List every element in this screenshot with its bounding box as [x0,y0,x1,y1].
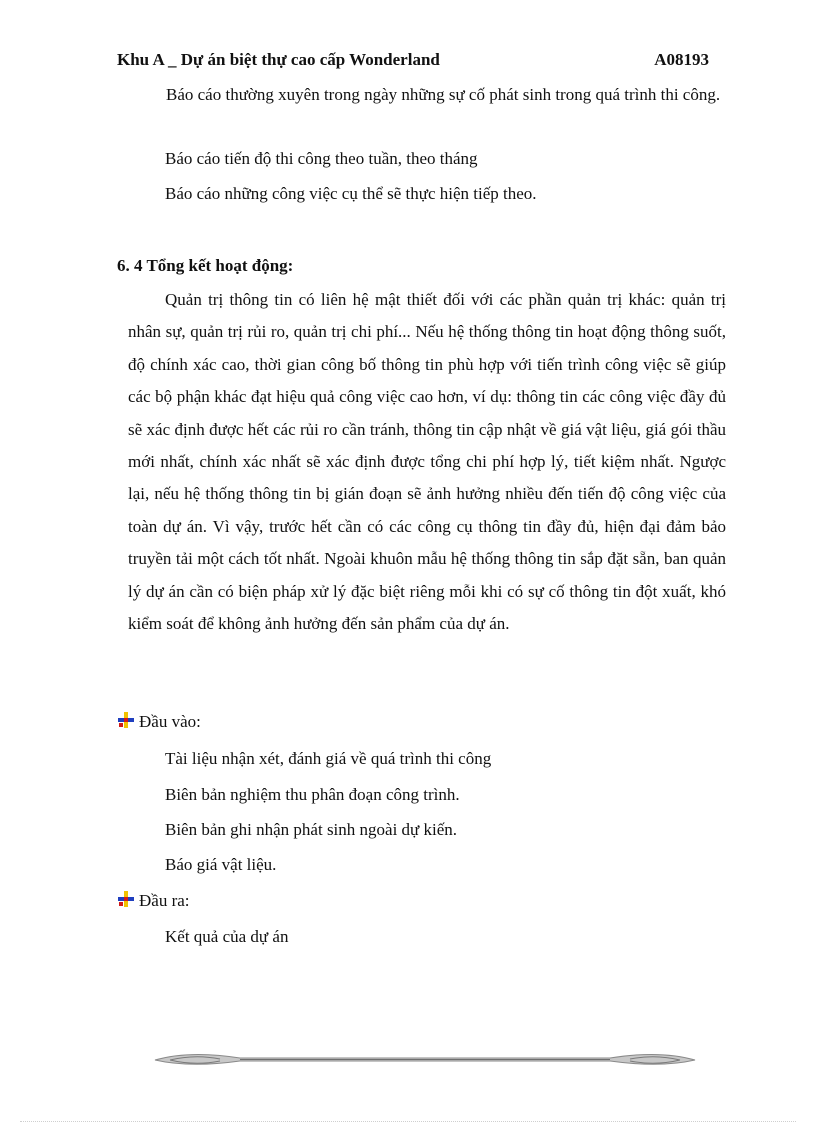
inputs-item: Biên bản ghi nhận phát sinh ngoài dự kiến. [165,820,458,839]
section-body: Quản trị thông tin có liên hệ mật thiết đối với các phần quản trị khác: quản trị nhân sự, quản trị rủi ro, quản trị chi phí... Nếu hệ thống thông tin hoạt động thông suốt, độ chính xác cao, thời gian công bố thông tin phù hợp với tiến trình công việc sẽ giúp các bộ phận khác đạt hiệu quả công việc cao hơn, ví dụ: thông tin các công việc đầy đủ sẽ xác định được hết các rủi ro cần tránh, thông tin cập nhật về giá vật liệu, giá gói thầu mới nhất, chính xác nhất sẽ xác định được tổng chi phí hợp lý, tiết kiệm nhất. Ngược lại, nếu hệ thống thông tin bị gián đoạn sẽ ảnh hưởng nhiều đến tiến độ công việc của toàn dự án. Vì vậy, trước hết cần có các công cụ thông tin đầy đủ, hiện đại đảm bảo truyền tải một cách tốt nhất. Ngoài khuôn mẫu hệ thống thông tin sắp đặt sẵn, ban quản lý dự án cần có biện pháp xử lý đặc biệt riêng mỗi khi có sự cố thông tin đột xuất, khó kiểm soát để không ảnh hưởng đến sản phẩm của dự án. [128,290,726,634]
intro-report-daily: Báo cáo thường xuyên trong ngày những sự cố phát sinh trong quá trình thi công. [166,85,721,104]
document-title: Khu A _ Dự án biệt thự cao cấp Wonderland [117,50,440,69]
inputs-item: Biên bản nghiệm thu phân đoạn công trình. [165,785,460,804]
decorative-scroll-ornament [150,1048,700,1070]
section-heading: 6. 4 Tổng kết hoạt động: [117,256,294,275]
page-header [117,48,709,72]
intro-report-next: Báo cáo những công việc cụ thể sẽ thực hiện tiếp theo. [165,184,537,203]
inputs-label: Đầu vào: [139,712,201,731]
page-bottom-rule [20,1121,796,1122]
intro-report-progress: Báo cáo tiến độ thi công theo tuần, theo tháng [165,149,478,168]
inputs-item: Báo giá vật liệu. [165,855,277,874]
outputs-label: Đầu ra: [139,891,190,910]
colored-cross-bullet-icon [117,890,135,908]
document-code: A08193 [654,50,709,69]
inputs-bullet [117,710,201,734]
inputs-item: Tài liệu nhận xét, đánh giá về quá trình thi công [165,749,492,768]
outputs-bullet [117,889,190,913]
outputs-item: Kết quả của dự án [165,927,289,946]
colored-cross-bullet-icon [117,711,135,729]
